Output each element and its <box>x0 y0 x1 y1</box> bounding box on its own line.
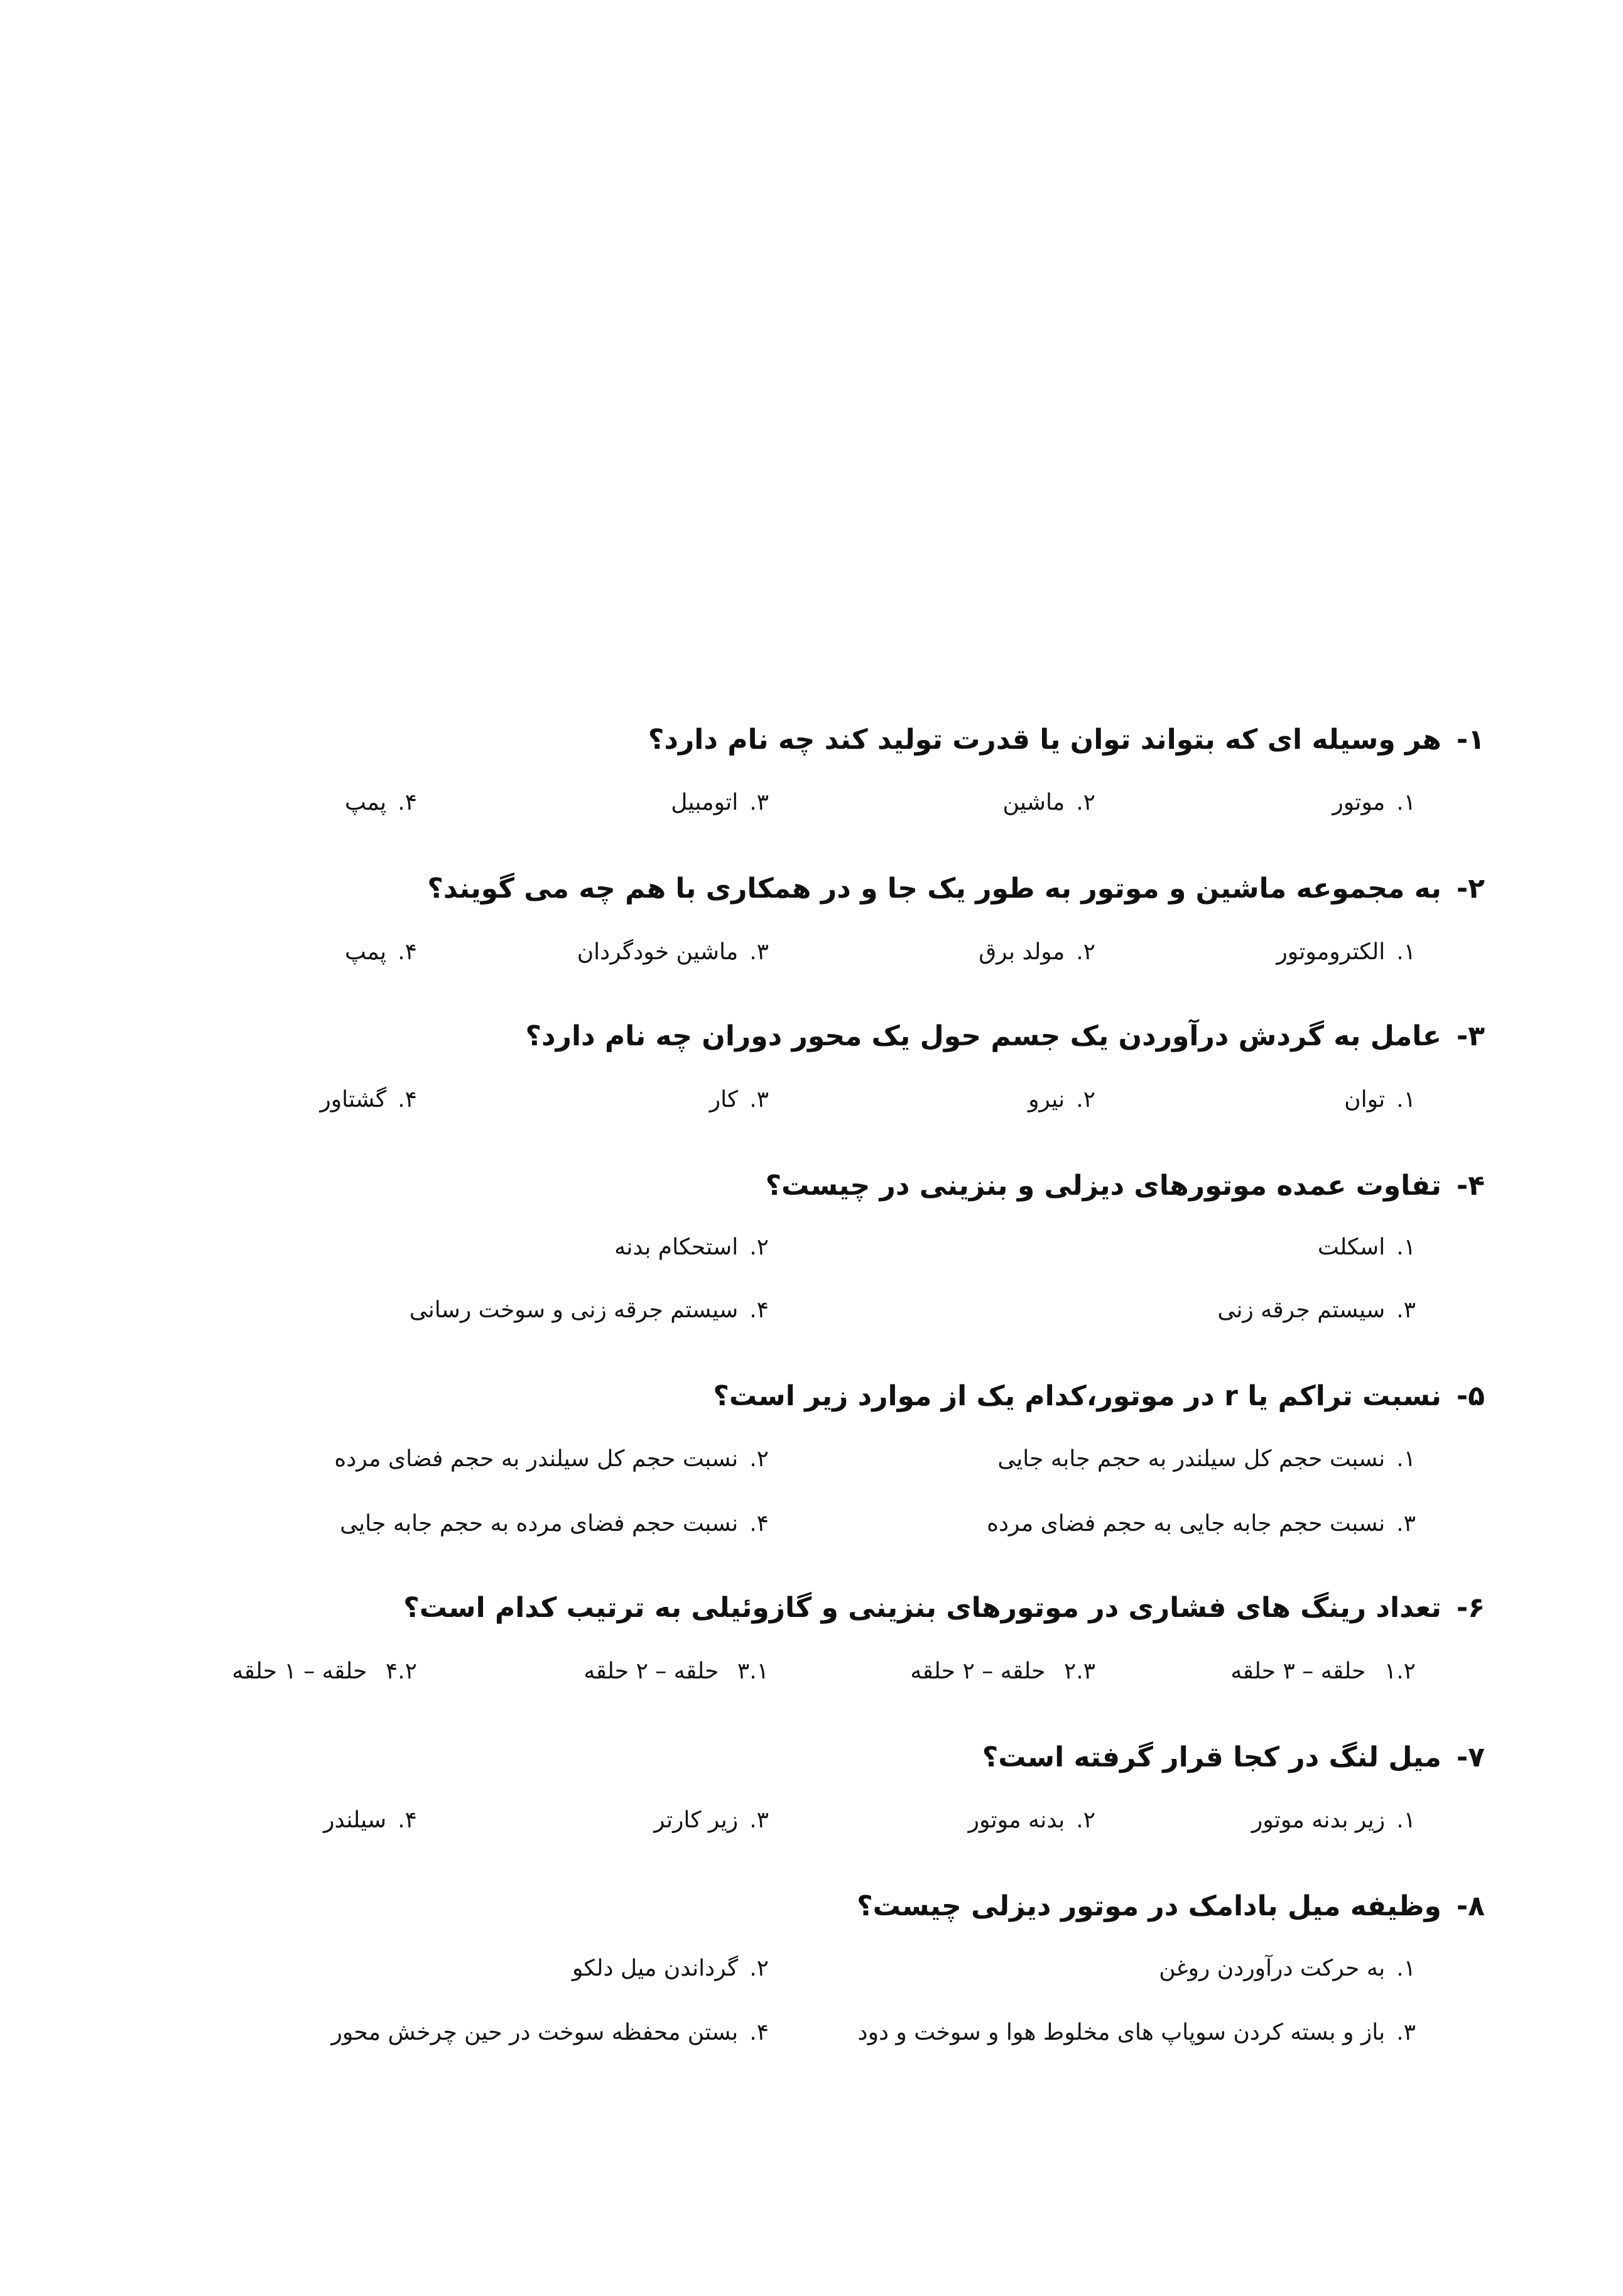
q6-option-2[interactable]: ۲.۳ حلقه – ۲ حلقه <box>910 1658 1095 1684</box>
question-number: ۲- <box>1456 873 1485 905</box>
q1-option-1[interactable]: ۱.موتور <box>1332 790 1416 815</box>
question-4 <box>103 1167 1485 1205</box>
q1-option-4[interactable]: ۴.پمپ <box>345 790 417 815</box>
question-1 <box>103 721 1485 759</box>
q2-option-4[interactable]: ۴.پمپ <box>345 939 417 965</box>
question-number: ۷- <box>1456 1741 1485 1773</box>
q7-option-2[interactable]: ۲.بدنه موتور <box>968 1807 1095 1833</box>
q6-option-1[interactable]: ۱.۲ حلقه – ۳ حلقه <box>1230 1658 1416 1684</box>
question-number: ۴- <box>1456 1170 1485 1202</box>
q4-option-2[interactable]: ۲.استحکام بدنه <box>614 1234 769 1260</box>
q5-option-3[interactable]: ۳.نسبت حجم جابه جایی به حجم فضای مرده <box>987 1511 1416 1537</box>
question-text: میل لنگ در کجا قرار گرفته است؟ <box>982 1741 1441 1773</box>
question-number: ۱- <box>1456 724 1485 756</box>
q5-option-1[interactable]: ۱.نسبت حجم کل سیلندر به حجم جابه جایی <box>997 1446 1416 1472</box>
q4-option-1[interactable]: ۱.اسکلت <box>1317 1234 1416 1260</box>
q3-option-2[interactable]: ۲.نیرو <box>1028 1087 1095 1113</box>
question-8 <box>103 1888 1485 1925</box>
q8-option-2[interactable]: ۲.گرداندن میل دلکو <box>572 1956 769 1981</box>
question-6 <box>103 1589 1485 1627</box>
question-number: ۵- <box>1456 1380 1485 1412</box>
q7-option-4[interactable]: ۴.سیلندر <box>323 1807 417 1833</box>
question-text: تعداد رینگ های فشاری در موتورهای بنزینی و گازوئیلی به ترتیب کدام است؟ <box>403 1592 1441 1624</box>
q8-option-1[interactable]: ۱.به حرکت درآوردن روغن <box>1159 1956 1416 1981</box>
q5-option-4[interactable]: ۴.نسبت حجم فضای مرده به حجم جابه جایی <box>340 1511 769 1537</box>
q5-option-2[interactable]: ۲.نسبت حجم کل سیلندر به حجم فضای مرده <box>334 1446 769 1472</box>
question-text: هر وسیله ای که بتواند توان یا قدرت تولید کند چه نام دارد؟ <box>648 724 1441 756</box>
question-number: ۸- <box>1456 1890 1485 1922</box>
q2-option-3[interactable]: ۳.ماشین خودگردان <box>577 939 769 965</box>
q2-option-2[interactable]: ۲.مولد برق <box>979 939 1095 965</box>
question-text: تفاوت عمده موتورهای دیزلی و بنزینی در چیست؟ <box>765 1170 1441 1202</box>
q8-option-4[interactable]: ۴.بستن محفظه سوخت در حین چرخش محور <box>331 2020 769 2045</box>
q1-option-3[interactable]: ۳.اتومبیل <box>671 790 769 815</box>
question-5 <box>103 1378 1485 1415</box>
q2-option-1[interactable]: ۱.الکتروموتور <box>1276 939 1416 965</box>
question-text: نسبت تراکم یا r در موتور،کدام یک از موارد زیر است؟ <box>713 1380 1441 1412</box>
question-7 <box>103 1739 1485 1776</box>
q3-option-3[interactable]: ۳.کار <box>709 1087 769 1113</box>
q4-option-4[interactable]: ۴.سیستم جرقه زنی و سوخت رسانی <box>409 1297 769 1323</box>
q6-option-3[interactable]: ۳.۱ حلقه – ۲ حلقه <box>584 1658 769 1684</box>
question-2 <box>103 870 1485 908</box>
question-number: ۳- <box>1456 1020 1485 1052</box>
question-text: عامل به گردش درآوردن یک جسم حول یک محور دوران چه نام دارد؟ <box>525 1020 1441 1052</box>
q8-option-3[interactable]: ۳.باز و بسته کردن سوپاپ های مخلوط هوا و سوخت و دود <box>857 2020 1416 2045</box>
q6-option-4[interactable]: ۴.۲ حلقه – ۱ حلقه <box>232 1658 417 1684</box>
question-text: به مجموعه ماشین و موتور به طور یک جا و در همکاری با هم چه می گویند؟ <box>427 873 1441 905</box>
q1-option-2[interactable]: ۲.ماشین <box>1002 790 1095 815</box>
question-text: وظیفه میل بادامک در موتور دیزلی چیست؟ <box>857 1890 1441 1922</box>
question-3 <box>103 1018 1485 1055</box>
q4-option-3[interactable]: ۳.سیستم جرقه زنی <box>1217 1297 1416 1323</box>
question-number: ۶- <box>1456 1592 1485 1624</box>
q7-option-3[interactable]: ۳.زیر کارتر <box>654 1807 769 1833</box>
q7-option-1[interactable]: ۱.زیر بدنه موتور <box>1251 1807 1416 1833</box>
q3-option-1[interactable]: ۱.توان <box>1344 1087 1416 1113</box>
q3-option-4[interactable]: ۴.گشتاور <box>320 1087 417 1113</box>
